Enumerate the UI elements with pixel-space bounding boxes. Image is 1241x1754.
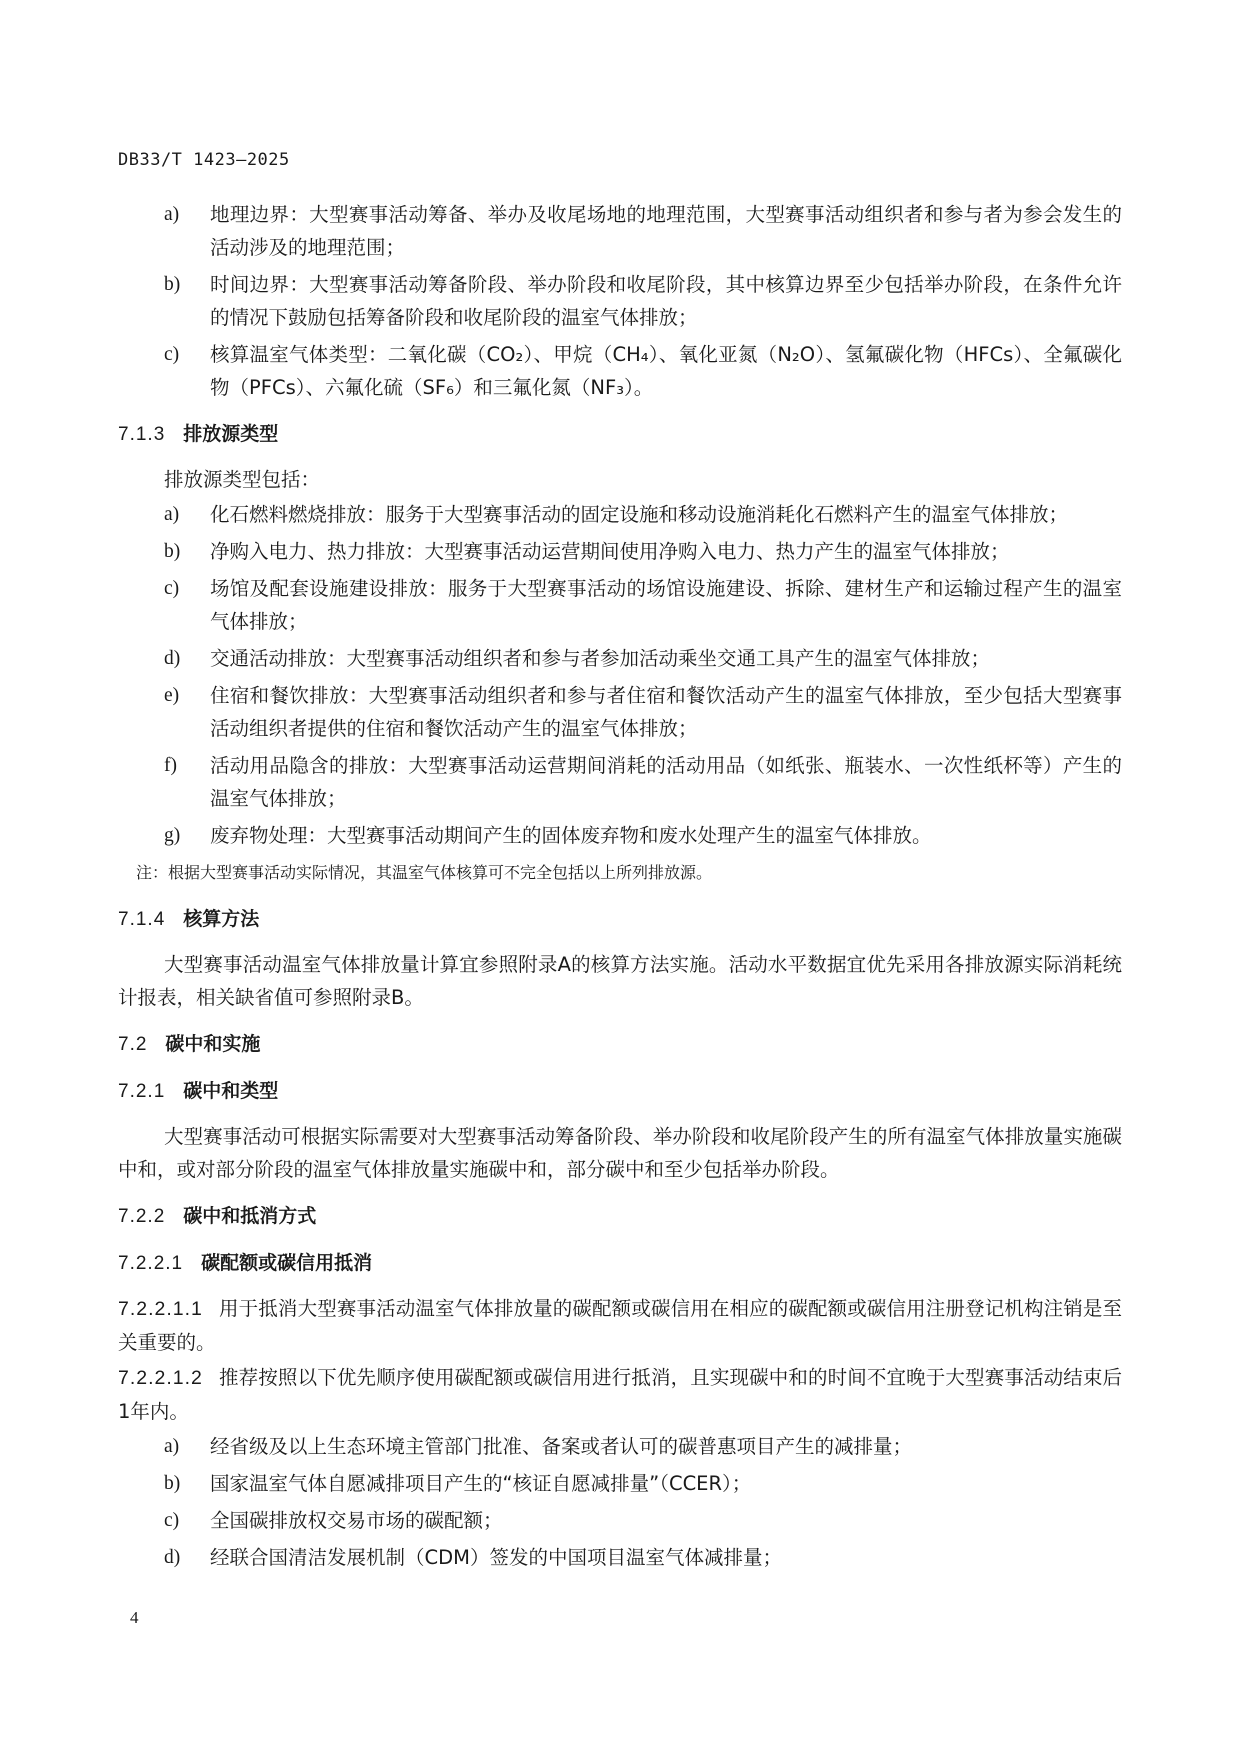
section-number: 7.2.1	[118, 1081, 166, 1102]
section-number: 7.2.2	[118, 1206, 166, 1227]
clause-number: 7.2.2.1.1	[118, 1298, 203, 1320]
section-title: 碳中和实施	[165, 1033, 261, 1055]
list-item-label: a)	[164, 504, 180, 525]
section-title: 排放源类型	[183, 423, 279, 445]
list-item	[118, 498, 1122, 531]
page-content	[118, 198, 1122, 1578]
list-item-label: a)	[164, 204, 180, 225]
list-item-label: b)	[164, 274, 181, 295]
section-number: 7.2.2.1	[118, 1253, 184, 1274]
clause-text: 推荐按照以下优先顺序使用碳配额或碳信用进行抵消，且实现碳中和的时间不宜晚于大型赛事活动结束后1年内。	[118, 1366, 1122, 1423]
list-item-text: 地理边界：大型赛事活动筹备、举办及收尾场地的地理范围，大型赛事活动组织者和参与者为参会发生的活动涉及的地理范围；	[210, 203, 1122, 259]
list-item-text: 活动用品隐含的排放：大型赛事活动运营期间消耗的活动用品（如纸张、瓶装水、一次性纸杯等）产生的温室气体排放；	[210, 754, 1122, 810]
list-item-text: 时间边界：大型赛事活动筹备阶段、举办阶段和收尾阶段，其中核算边界至少包括举办阶段，在条件允许的情况下鼓励包括筹备阶段和收尾阶段的温室气体排放；	[210, 273, 1122, 329]
section-number: 7.2	[118, 1034, 148, 1055]
paragraph: 大型赛事活动温室气体排放量计算宜参照附录A的核算方法实施。活动水平数据宜优先采用各排放源实际消耗统计报表，相关缺省值可参照附录B。	[118, 953, 1122, 1009]
list-item-label: a)	[164, 1436, 180, 1457]
page-number: 4	[130, 1608, 139, 1627]
list-item-text: 净购入电力、热力排放：大型赛事活动运营期间使用净购入电力、热力产生的温室气体排放；	[210, 540, 1010, 563]
section-heading-7-2	[118, 1028, 1122, 1061]
section-heading-7-1-3	[118, 418, 1122, 451]
paragraph: 大型赛事活动可根据实际需要对大型赛事活动筹备阶段、举办阶段和收尾阶段产生的所有温室气体排放量实施碳中和，或对部分阶段的温室气体排放量实施碳中和，部分碳中和至少包括举办阶段。	[118, 1125, 1122, 1181]
list-item-text: 化石燃料燃烧排放：服务于大型赛事活动的固定设施和移动设施消耗化石燃料产生的温室气体排放；	[210, 503, 1069, 526]
document-code: DB33/T 1423—2025	[118, 150, 290, 170]
section-title: 碳中和类型	[183, 1080, 279, 1102]
section-heading-7-2-1	[118, 1075, 1122, 1108]
clause-number: 7.2.2.1.2	[118, 1367, 203, 1389]
section-heading-7-2-2-1	[118, 1247, 1122, 1280]
list-item-text: 核算温室气体类型：二氧化碳（CO₂）、甲烷（CH₄）、氧化亚氮（N₂O）、氢氟碳化物（HFCs）、全氟碳化物（PFCs）、六氟化硫（SF₆）和三氟化氮（NF₃）。	[210, 343, 1122, 399]
clause-7-2-2-1-1	[118, 1292, 1122, 1359]
section-title: 核算方法	[183, 908, 260, 930]
section-intro: 排放源类型包括：	[164, 468, 321, 491]
list-item-text: 经省级及以上生态环境主管部门批准、备案或者认可的碳普惠项目产生的减排量；	[210, 1435, 913, 1458]
list-item-label: e)	[164, 685, 180, 706]
section-note: 注：根据大型赛事活动实际情况，其温室气体核算可不完全包括以上所列排放源。	[136, 863, 713, 882]
list-item-text: 全国碳排放权交易市场的碳配额；	[210, 1509, 503, 1532]
list-item-label: b)	[164, 541, 181, 562]
list-item	[118, 1541, 1122, 1574]
list-item	[118, 535, 1122, 568]
list-item-label: b)	[164, 1473, 181, 1494]
section-heading-7-1-4	[118, 903, 1122, 936]
list-item	[118, 1467, 1122, 1500]
list-item-label: c)	[164, 578, 180, 599]
list-item-label: d)	[164, 648, 181, 669]
section-number: 7.1.3	[118, 424, 166, 445]
list-item-label: g)	[164, 825, 181, 846]
section-title: 碳配额或碳信用抵消	[201, 1252, 373, 1274]
section-heading-7-2-2	[118, 1200, 1122, 1233]
list-item-text: 经联合国清洁发展机制（CDM）签发的中国项目温室气体减排量；	[210, 1546, 782, 1569]
list-item	[118, 749, 1122, 815]
list-item-text: 交通活动排放：大型赛事活动组织者和参与者参加活动乘坐交通工具产生的温室气体排放；	[210, 647, 991, 670]
list-item	[118, 198, 1122, 264]
list-item	[118, 642, 1122, 675]
clause-text: 用于抵消大型赛事活动温室气体排放量的碳配额或碳信用在相应的碳配额或碳信用注册登记机构注销是至关重要的。	[118, 1297, 1122, 1354]
section-number: 7.1.4	[118, 909, 166, 930]
list-item	[118, 268, 1122, 334]
list-item	[118, 338, 1122, 404]
list-item	[118, 572, 1122, 638]
list-item-text: 废弃物处理：大型赛事活动期间产生的固体废弃物和废水处理产生的温室气体排放。	[210, 824, 932, 847]
list-item	[118, 1504, 1122, 1537]
list-item-text: 场馆及配套设施建设排放：服务于大型赛事活动的场馆设施建设、拆除、建材生产和运输过程产生的温室气体排放；	[210, 577, 1122, 633]
list-item-label: c)	[164, 1510, 180, 1531]
list-item	[118, 679, 1122, 745]
list-item-text: 住宿和餐饮排放：大型赛事活动组织者和参与者住宿和餐饮活动产生的温室气体排放，至少包括大型赛事活动组织者提供的住宿和餐饮活动产生的温室气体排放；	[210, 684, 1122, 740]
list-item-label: d)	[164, 1547, 181, 1568]
list-item-label: f)	[164, 755, 177, 776]
clause-7-2-2-1-2	[118, 1361, 1122, 1428]
section-title: 碳中和抵消方式	[183, 1205, 317, 1227]
list-item-label: c)	[164, 344, 180, 365]
list-item-text: 国家温室气体自愿减排项目产生的“核证自愿减排量”（CCER）；	[210, 1472, 752, 1495]
list-item	[118, 819, 1122, 852]
list-item	[118, 1430, 1122, 1463]
